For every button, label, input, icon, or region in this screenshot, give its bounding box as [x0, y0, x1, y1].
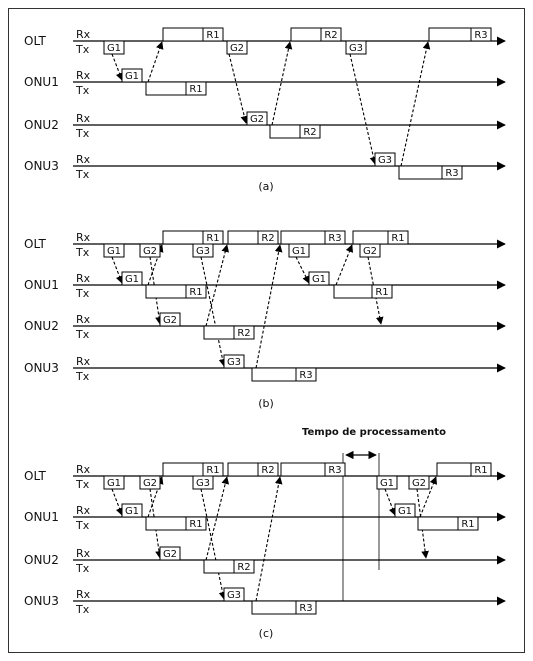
a-olt-label: OLT	[24, 34, 46, 48]
caption-b: (b)	[258, 397, 274, 410]
b-olt-g1-second-label: G1	[291, 246, 307, 257]
processing-time-label: Tempo de processamento	[302, 427, 446, 438]
b-arrow-r3	[256, 245, 280, 368]
b-onu3-rx-label: Rx	[76, 355, 91, 368]
c-olt-g3-label: G3	[195, 478, 211, 489]
b-olt-label: OLT	[24, 237, 46, 251]
b-onu1-r1-second-label: R1	[375, 287, 389, 298]
c-arrow-g3	[201, 489, 224, 599]
b-onu1-tx-label: Tx	[76, 287, 90, 300]
c-olt-rx-label: Rx	[76, 463, 91, 476]
b-olt-rx-label: Rx	[76, 231, 91, 244]
a-onu2-tx-label: Tx	[76, 127, 90, 140]
a-olt-rx-label: Rx	[76, 28, 91, 41]
c-onu3-label: ONU3	[24, 594, 59, 608]
b-onu3-r3-label: R3	[299, 370, 313, 381]
a-olt-tx-label: Tx	[76, 43, 90, 56]
c-olt-r2-label: R2	[261, 465, 275, 476]
b-onu3-g3-label: G3	[226, 357, 242, 368]
c-onu2-label: ONU2	[24, 553, 59, 567]
c-arrow-r3	[256, 477, 280, 601]
c-onu3-tx-label: Tx	[76, 603, 90, 616]
b-olt-r3-label: R3	[328, 233, 342, 244]
b-onu2-label: ONU2	[24, 319, 59, 333]
b-onu1-g1-second-label: G1	[311, 274, 327, 285]
c-onu2-tx-label: Tx	[76, 562, 90, 575]
a-olt-g3-label: G3	[348, 43, 364, 54]
b-onu2-rx-label: Rx	[76, 313, 91, 326]
a-onu1-tx-label: Tx	[76, 84, 90, 97]
b-onu3-label: ONU3	[24, 361, 59, 375]
c-onu1-g1-label: G1	[124, 506, 140, 517]
c-olt-label: OLT	[24, 469, 46, 483]
caption-c: (c)	[258, 627, 274, 640]
b-olt-r2-label: R2	[261, 233, 275, 244]
a-onu3-rx-label: Rx	[76, 153, 91, 166]
c-onu3-g3-label: G3	[226, 590, 242, 601]
c-onu2-g2-label: G2	[162, 549, 178, 560]
a-onu3-r3-label: R3	[445, 168, 459, 179]
c-olt-g1-label: G1	[106, 478, 122, 489]
c-arrow-g1	[112, 489, 122, 515]
b-arrow-g1	[112, 257, 122, 283]
c-onu2-rx-label: Rx	[76, 547, 91, 560]
a-arrow-r3	[401, 42, 428, 166]
b-onu1-label: ONU1	[24, 278, 59, 292]
a-onu1-label: ONU1	[24, 75, 59, 89]
c-onu2-r2-label: R2	[237, 562, 251, 573]
a-onu3-g3-label: G3	[377, 155, 393, 166]
a-olt-g1-label: G1	[106, 43, 122, 54]
b-onu1-g1-label: G1	[124, 274, 140, 285]
c-olt-g2-second-label: G2	[411, 478, 427, 489]
a-olt-r3-label: R3	[474, 30, 488, 41]
b-arrow-g1-second	[296, 257, 309, 283]
c-onu1-tx-label: Tx	[76, 519, 90, 532]
c-onu1-g1-second-label: G1	[397, 506, 413, 517]
c-olt-g2-label: G2	[142, 478, 158, 489]
b-arrow-r1-second	[336, 245, 352, 285]
a-arrow-g1	[112, 54, 122, 80]
a-onu3-tx-label: Tx	[76, 168, 90, 181]
b-olt-g3-label: G3	[195, 246, 211, 257]
a-onu2-label: ONU2	[24, 118, 59, 132]
c-olt-r3-label: R3	[328, 465, 342, 476]
c-onu1-label: ONU1	[24, 510, 59, 524]
c-olt-r1-label: R1	[206, 465, 220, 476]
b-arrow-g3	[201, 257, 224, 366]
b-olt-g2-label: G2	[142, 246, 158, 257]
a-olt-r1-label: R1	[206, 30, 220, 41]
a-onu2-r2-label: R2	[303, 127, 317, 138]
b-onu3-tx-label: Tx	[76, 370, 90, 383]
b-olt-tx-label: Tx	[76, 246, 90, 259]
a-arrow-r2	[272, 42, 290, 125]
b-onu2-r2-label: R2	[237, 328, 251, 339]
b-onu2-g2-label: G2	[162, 315, 178, 326]
c-onu3-r3-label: R3	[299, 603, 313, 614]
c-olt-g1-second-label: G1	[379, 478, 395, 489]
b-olt-g1-label: G1	[106, 246, 122, 257]
a-onu1-r1-label: R1	[189, 84, 203, 95]
a-onu2-g2-label: G2	[249, 114, 265, 125]
c-onu1-r1-label: R1	[189, 519, 203, 530]
a-arrow-g2	[229, 54, 246, 123]
a-onu3-label: ONU3	[24, 159, 59, 173]
b-onu1-r1-label: R1	[189, 287, 203, 298]
b-onu2-tx-label: Tx	[76, 328, 90, 341]
c-arrow-g1-second	[385, 489, 395, 515]
a-arrow-r1	[148, 42, 162, 82]
a-onu1-rx-label: Rx	[76, 69, 91, 82]
a-onu2-rx-label: Rx	[76, 112, 91, 125]
b-onu1-rx-label: Rx	[76, 272, 91, 285]
caption-a: (a)	[258, 180, 274, 193]
a-arrow-g3	[350, 54, 375, 164]
a-olt-r2-label: R2	[324, 30, 338, 41]
a-onu1-g1-label: G1	[124, 71, 140, 82]
b-olt-r1-label: R1	[206, 233, 220, 244]
c-onu3-rx-label: Rx	[76, 588, 91, 601]
c-onu1-r1-second-label: R1	[461, 519, 475, 530]
b-olt-r1-second-label: R1	[391, 233, 405, 244]
c-olt-tx-label: Tx	[76, 478, 90, 491]
c-onu1-rx-label: Rx	[76, 504, 91, 517]
b-olt-g2-second-label: G2	[362, 246, 378, 257]
c-olt-r1-second-label: R1	[474, 465, 488, 476]
a-olt-g2-label: G2	[229, 43, 245, 54]
